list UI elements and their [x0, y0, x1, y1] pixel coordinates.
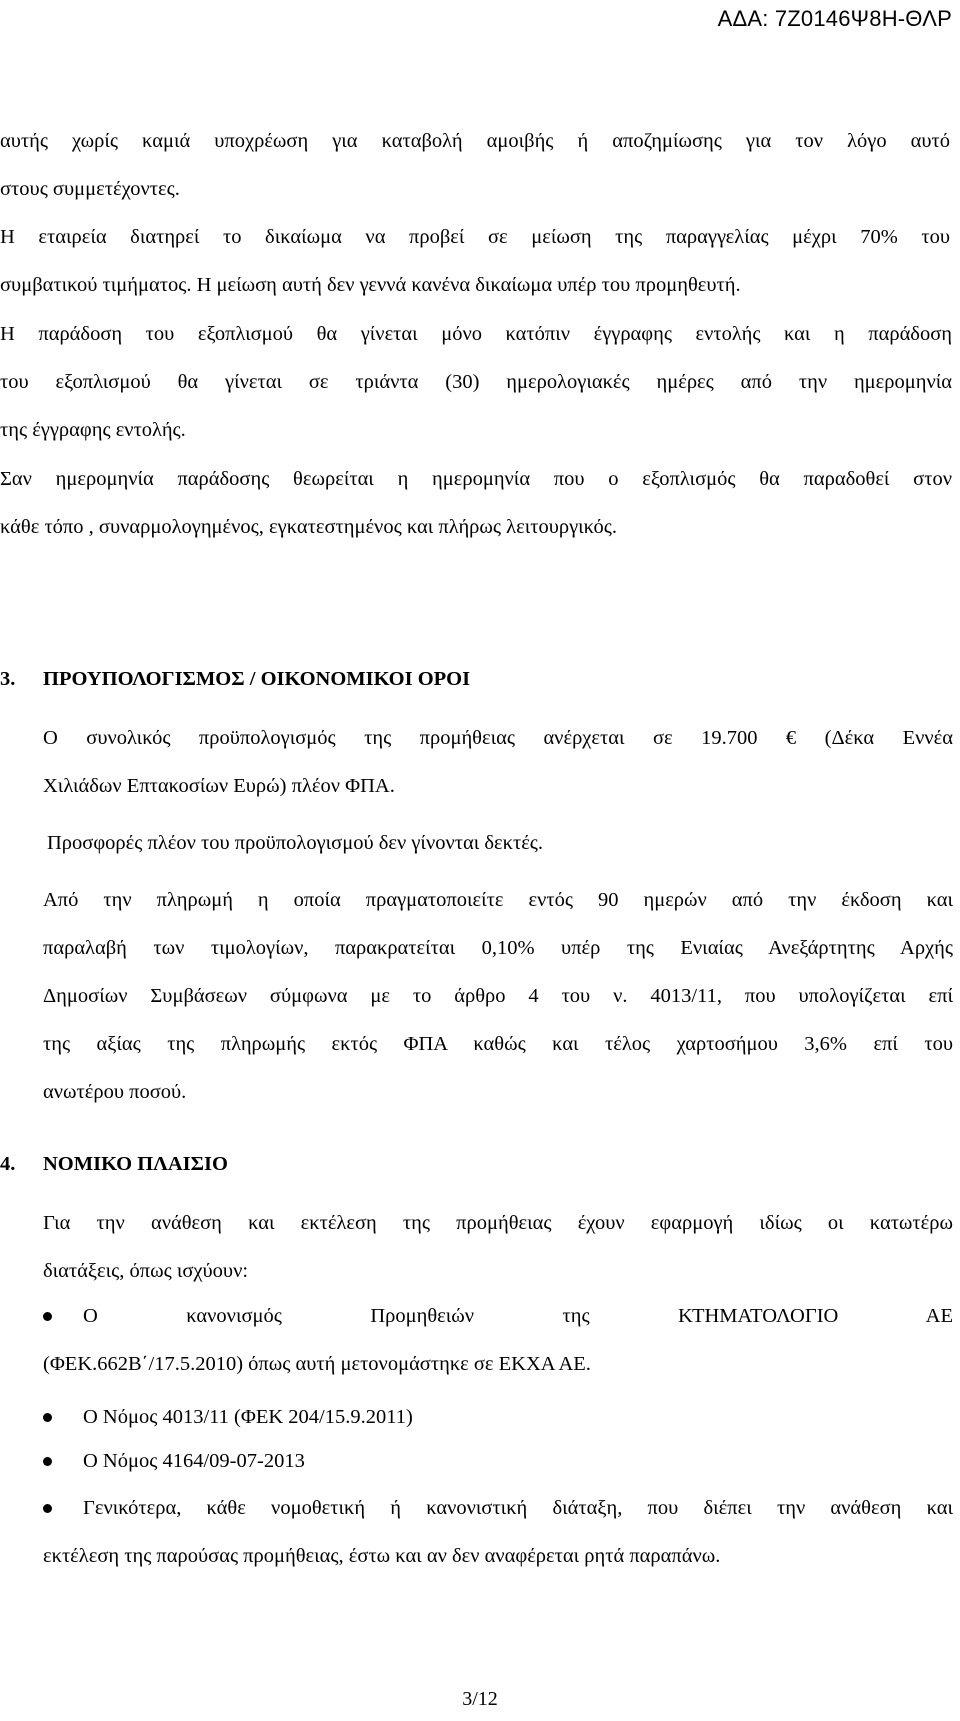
text-line: Η παράδοση του εξοπλισμού θα γίνεται μόνο κατόπιν έγγραφης εντολής και η παράδοση — [0, 323, 952, 345]
text-line: (ΦΕΚ.662Β΄/17.5.2010) όπως αυτή μετονομάστηκε σε ΕΚΧΑ ΑΕ. — [43, 1353, 591, 1375]
section-3-heading — [0, 668, 470, 691]
section-4-title: ΝΟΜΙΚΟ ΠΛΑΙΣΙΟ — [43, 1153, 228, 1175]
bullet-dot — [43, 1457, 52, 1466]
section-3-title: ΠΡΟΥΠΟΛΟΓΙΣΜΟΣ / ΟΙΚΟΝΟΜΙΚΟΙ ΟΡΟΙ — [43, 668, 471, 690]
text-line: στους συμμετέχοντες. — [0, 178, 180, 200]
text-line: Η εταιρεία διατηρεί το δικαίωμα να προβεί σε μείωση της παραγγελίας μέχρι 70% του — [0, 226, 950, 248]
paragraph-order-reduction — [0, 213, 950, 309]
text-line: της έγγραφης εντολής. — [0, 419, 186, 441]
text-line: διατάξεις, όπως ισχύουν: — [43, 1260, 249, 1282]
bullet-dot — [43, 1413, 52, 1422]
paragraph-payment-terms — [43, 876, 953, 1116]
list-item — [43, 1292, 953, 1388]
text-line: Ο Νόμος 4164/09-07-2013 — [83, 1450, 305, 1472]
text-line: Γενικότερα, κάθε νομοθετική ή κανονιστική διάταξη, που διέπει την ανάθεση και — [83, 1497, 953, 1519]
paragraph-legal-intro — [43, 1199, 953, 1295]
text-line: Προσφορές πλέον του προϋπολογισμού δεν γίνονται δεκτές. — [47, 832, 544, 854]
paragraph-offers-limit — [47, 819, 947, 867]
text-line: Ο Νόμος 4013/11 (ΦΕΚ 204/15.9.2011) — [83, 1406, 413, 1428]
text-line: συμβατικού τιμήματος. Η μείωση αυτή δεν γεννά κανένα δικαίωμα υπέρ του προμηθευτή. — [0, 274, 741, 296]
section-4-heading — [0, 1153, 228, 1176]
text-line: Ο κανονισμός Προμηθειών της ΚΤΗΜΑΤΟΛΟΓΙΟ ΑΕ — [83, 1305, 953, 1327]
text-line: ανωτέρου ποσού. — [43, 1081, 187, 1103]
text-line: αυτής χωρίς καμιά υποχρέωση για καταβολή αμοιβής ή αποζημίωσης για τον λόγο αυτό — [0, 130, 950, 152]
paragraph-delivery-terms — [0, 310, 952, 454]
text-line: εκτέλεση της παρούσας προμήθειας, έστω και αν δεν αναφέρεται ρητά παραπάνω. — [43, 1545, 721, 1567]
section-4-number: 4. — [0, 1153, 16, 1175]
ada-code: ΑΔΑ: 7Ζ0146Ψ8Η-ΘΛΡ — [717, 6, 952, 31]
list-item — [83, 1437, 953, 1485]
list-item — [83, 1393, 953, 1441]
text-line: του εξοπλισμού θα γίνεται σε τριάντα (30) ημερολογιακές ημέρες από την ημερομηνία — [0, 371, 952, 393]
paragraph-budget — [43, 714, 953, 810]
page-number: 3/12 — [462, 1688, 498, 1710]
list-item — [43, 1484, 953, 1580]
section-3-number: 3. — [0, 668, 16, 690]
text-line: Από την πληρωμή η οποία πραγματοποιείτε εντός 90 ημερών από την έκδοση και — [43, 889, 953, 911]
text-line: Δημοσίων Συμβάσεων σύμφωνα με το άρθρο 4 του ν. 4013/11, που υπολογίζεται επί — [43, 985, 953, 1007]
text-line: κάθε τόπο , συναρμολογημένος, εγκατεστημένος και πλήρως λειτουργικός. — [0, 516, 618, 538]
text-line: της αξίας της πληρωμής εκτός ΦΠΑ καθώς και τέλος χαρτοσήμου 3,6% επί του — [43, 1033, 953, 1055]
text-line: Ο συνολικός προϋπολογισμός της προμήθειας ανέρχεται σε 19.700 € (Δέκα Εννέα — [43, 727, 953, 749]
paragraph-no-compensation — [0, 117, 950, 213]
text-line: Σαν ημερομηνία παράδοσης θεωρείται η ημερομηνία που ο εξοπλισμός θα παραδοθεί στον — [0, 468, 952, 490]
paragraph-delivery-date — [0, 455, 952, 551]
text-line: Χιλιάδων Επτακοσίων Ευρώ) πλέον ΦΠΑ. — [43, 775, 395, 797]
text-line: παραλαβή των τιμολογίων, παρακρατείται 0,10% υπέρ της Ενιαίας Ανεξάρτητης Αρχής — [43, 937, 953, 959]
text-line: Για την ανάθεση και εκτέλεση της προμήθειας έχουν εφαρμογή ιδίως οι κατωτέρω — [43, 1212, 953, 1234]
